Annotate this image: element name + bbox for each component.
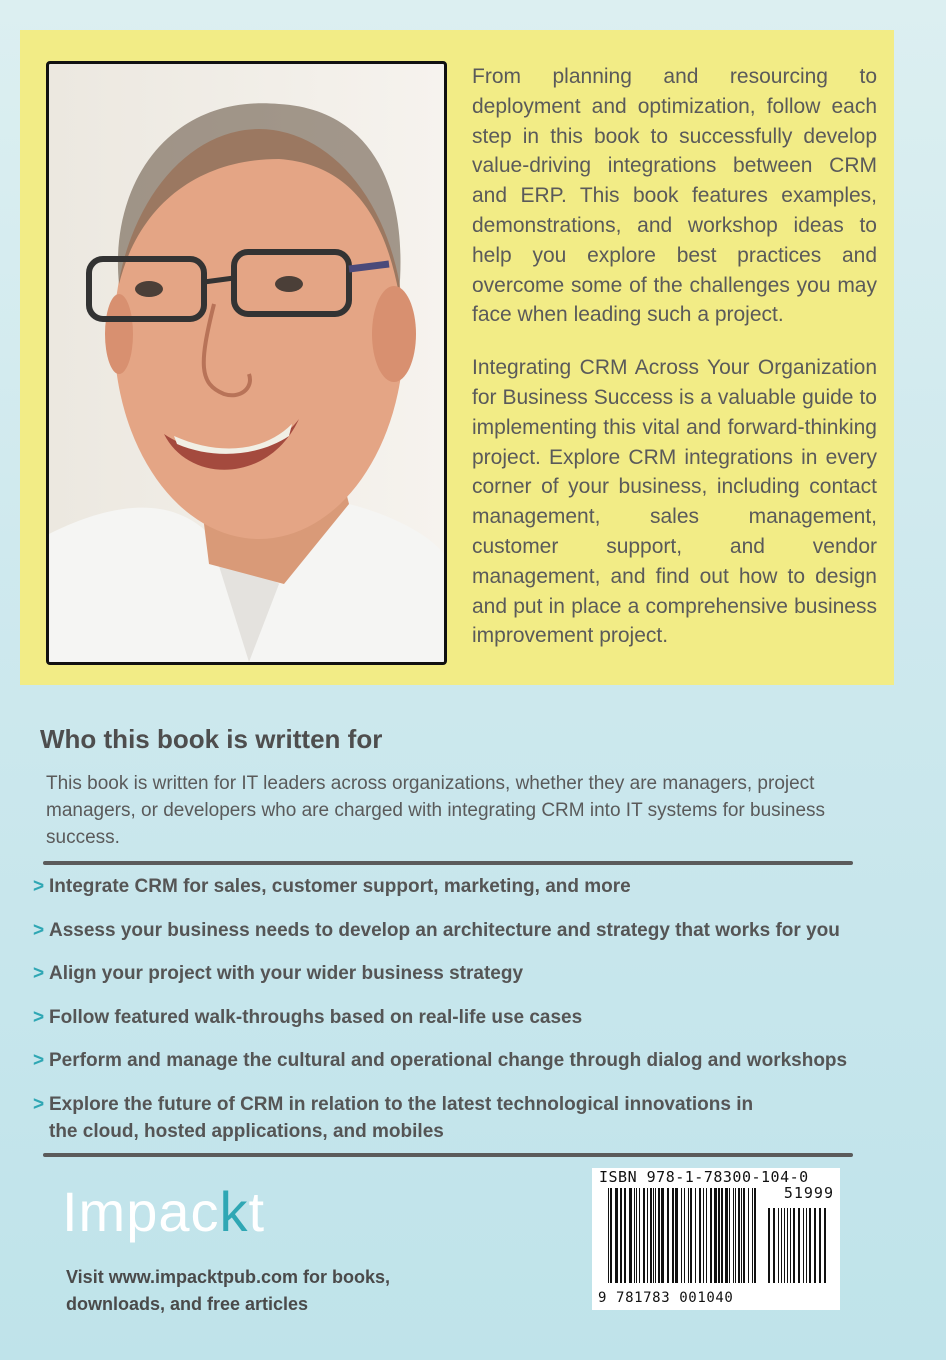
feature-list — [33, 873, 873, 1161]
feature-item — [33, 873, 873, 900]
feature-item — [33, 1091, 763, 1145]
feature-text: Follow featured walk-throughs based on real-life use cases — [49, 1006, 583, 1028]
feature-item — [33, 1047, 873, 1074]
arrow-icon: > — [33, 919, 45, 941]
feature-item — [33, 917, 873, 944]
description-paragraph-2: Integrating CRM Across Your Organization for Business Success is a valuable guide to implementing this vital and forward-thinking project. Explore CRM integrations in every corner of your business, including contact management, sales management, customer support, and vendor management, and find out how to design and put in place a comprehensive business improvement project. — [472, 356, 877, 648]
description-paragraph-1: From planning and resourcing to deployment and optimization, follow each step in this book to successfully develop value-driving integrations between CRM and ERP. This book features examples, demonstrations, and workshop ideas to help you explore best practices and overcome some of the challenges you may face when leading such a project. — [472, 65, 877, 327]
isbn-number: ISBN 978-1-78300-104-0 — [599, 1168, 809, 1186]
isbn-barcode — [592, 1168, 840, 1310]
publisher-visit-text: Visit www.impacktpub.com for books, downloads, and free articles — [66, 1267, 391, 1314]
barcode-bars — [608, 1188, 828, 1283]
author-portrait-image — [49, 64, 444, 662]
audience-text: This book is written for IT leaders across organizations, whether they are managers, project managers, or developers who are charged with integrating CRM into IT systems for business success. — [46, 773, 826, 848]
author-photo — [46, 61, 447, 665]
logo-text-start: Impac — [62, 1180, 220, 1243]
publisher-logo — [62, 1182, 265, 1242]
arrow-icon: > — [33, 876, 45, 897]
arrow-icon: > — [33, 1006, 45, 1028]
feature-item — [33, 1004, 873, 1031]
arrow-icon: > — [33, 1093, 45, 1115]
price-code: 51999 — [783, 1184, 834, 1202]
feature-text: Perform and manage the cultural and operational change through dialog and workshops — [49, 1050, 848, 1071]
feature-text: Assess your business needs to develop an architecture and strategy that works for you — [49, 919, 840, 941]
logo-text-k: k — [219, 1180, 249, 1243]
book-description — [472, 62, 877, 674]
barcode-digits: 9 781783 001040 — [598, 1290, 734, 1306]
feature-text: Explore the future of CRM in relation to the latest technological innovations in the cloud, hosted applications, and mobiles — [49, 1093, 754, 1142]
audience-heading: Who this book is written for — [40, 724, 383, 754]
feature-item — [33, 960, 873, 987]
divider-bottom — [43, 1153, 853, 1157]
feature-text: Align your project with your wider business strategy — [49, 963, 524, 984]
arrow-icon: > — [33, 1050, 45, 1071]
divider-top — [43, 861, 853, 865]
feature-text: Integrate CRM for sales, customer support, marketing, and more — [49, 876, 631, 897]
arrow-icon: > — [33, 963, 45, 984]
logo-text-end: t — [248, 1180, 266, 1243]
